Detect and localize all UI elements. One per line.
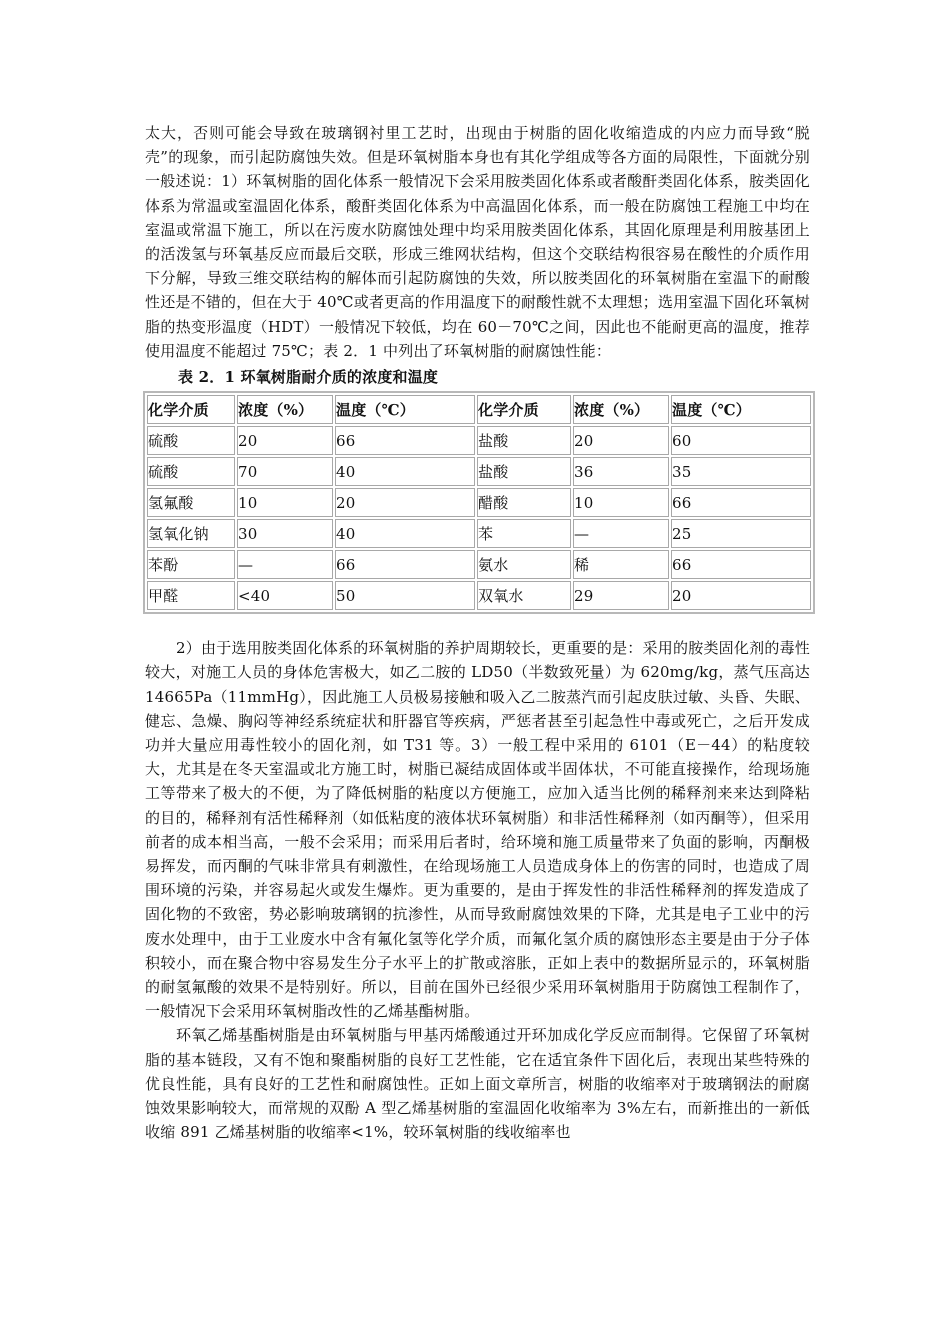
table-cell: 氨水 [477,550,571,579]
table-header-row [147,395,811,424]
table-row [147,426,811,455]
table-cell: 50 [335,581,475,610]
table-cell: 苯酚 [147,550,235,579]
table-row [147,519,811,548]
table-cell: 30 [237,519,333,548]
table-caption: 表 2．1 环氧树脂耐介质的浓度和温度 [178,368,439,387]
table-cell: 醋酸 [477,488,571,517]
table-cell: 10 [573,488,669,517]
table-cell: 29 [573,581,669,610]
table-row [147,457,811,486]
table-cell: 70 [237,457,333,486]
table-row [147,550,811,579]
table-cell: 35 [671,457,811,486]
table-cell: 10 [237,488,333,517]
table-row [147,581,811,610]
table-cell: 36 [573,457,669,486]
table-cell: 硫酸 [147,426,235,455]
table-cell: 66 [671,550,811,579]
header-cell: 化学介质 [477,395,571,424]
paragraph-3: 环氧乙烯基酯树脂是由环氧树脂与甲基丙烯酸通过开环加成化学反应而制得。它保留了环氧树脂的基本链段，又有不饱和聚酯树脂的良好工艺性能，它在适宜条件下固化后，表现出某些特殊的优良性能，具有良好的工艺性和耐腐蚀性。正如上面文章所言，树脂的收缩率对于玻璃钢法的耐腐蚀效果影响较大，而常规的双酚 A 型乙烯基树脂的室温固化收缩率为 3%左右，而新推出的一新低收缩 891 乙烯基树脂的收缩率<1%，较环氧树脂的线收缩率也 [145,1026,810,1142]
table-cell: 双氧水 [477,581,571,610]
table-cell: 66 [671,488,811,517]
header-cell: 温度（℃） [335,395,475,424]
header-cell: 化学介质 [147,395,235,424]
table-cell: 20 [335,488,475,517]
table-cell: <40 [237,581,333,610]
table-cell: 60 [671,426,811,455]
document-page [145,121,810,1145]
header-cell: 浓度（%） [573,395,669,424]
table-row [147,488,811,517]
resistance-table [143,391,815,614]
table-cell: 20 [237,426,333,455]
table-cell: 苯 [477,519,571,548]
table-cell: 25 [671,519,811,548]
table-cell: 盐酸 [477,457,571,486]
table-cell: 66 [335,550,475,579]
table-cell: 硫酸 [147,457,235,486]
table-cell: — [237,550,333,579]
table-cell: — [573,519,669,548]
table-cell: 66 [335,426,475,455]
table-cell: 20 [671,581,811,610]
paragraph-1: 太大，否则可能会导致在玻璃钢衬里工艺时，出现由于树脂的固化收缩造成的内应力而导致“脱壳”的现象，而引起防腐蚀失效。但是环氧树脂本身也有其化学组成等各方面的局限性，下面就分别一般述说：1）环氧树脂的固化体系一般情况下会采用胺类固化体系或者酸酐类固化体系，胺类固化体系为常温或室温固化体系，酸酐类固化体系为中高温固化体系，而一般在防腐蚀工程施工中均在室温或常温下施工，所以在污废水防腐蚀处理中均采用胺类固化体系，其固化原理是利用胺基团上的活泼氢与环氧基反应而最后交联，形成三维网状结构，但这个交联结构很容易在酸性的介质作用下分解，导致三维交联结构的解体而引起防腐蚀的失效，所以胺类固化的环氧树脂在室温下的耐酸性还是不错的，但在大于 40℃或者更高的作用温度下的耐酸性就不太理想；选用室温下固化环氧树脂的热变形温度（HDT）一般情况下较低，均在 60－70℃之间，因此也不能耐更高的温度，推荐使用温度不能超过 75℃；表 2．1 中列出了环氧树脂的耐腐蚀性能： [145,124,810,360]
paragraph-2: 2）由于选用胺类固化体系的环氧树脂的养护周期较长，更重要的是：采用的胺类固化剂的毒性较大，对施工人员的身体危害极大，如乙二胺的 LD50（半数致死量）为 620mg/kg，蒸气压高达 14665Pa（11mmHg），因此施工人员极易接触和吸入乙二胺蒸汽而引起皮肤过敏、头昏、失眠、健忘、急燥、胸闷等神经系统症状和肝器官等疾病，严惩者甚至引起急性中毒或死亡，之后开发成功并大量应用毒性较小的固化剂，如 T31 等。3）一般工程中采用的 6101（E－44）的粘度较大，尤其是在冬天室温或北方施工时，树脂已凝结成固体或半固体状，不可能直接操作，给现场施工等带来了极大的不便，为了降低树脂的粘度以方便施工，应加入适当比例的稀释剂来来达到降粘的目的，稀释剂有活性稀释剂（如低粘度的液体状环氧树脂）和非活性稀释剂（如丙酮等），但采用前者的成本相当高，一般不会采用；而采用后者时，给环境和施工质量带来了负面的影响，丙酮极易挥发，而丙酮的气味非常具有刺激性，在给现场施工人员造成身体上的伤害的同时，也造成了周围环境的污染，并容易起火或发生爆炸。更为重要的，是由于挥发性的非活性稀释剂的挥发造成了固化物的不致密，势必影响玻璃钢的抗渗性，从而导致耐腐蚀效果的下降，尤其是电子工业中的污废水处理中，由于工业废水中含有氟化氢等化学介质，而氟化氢介质的腐蚀形态主要是由于分子体积较小，而在聚合物中容易发生分子水平上的扩散或溶胀，正如上表中的数据所显示的，环氧树脂的耐氢氟酸的效果不是特别好。所以，目前在国外已经很少采用环氧树脂用于防腐蚀工程制作了，一般情况下会采用环氧树脂改性的乙烯基酯树脂。 [145,639,810,1021]
header-cell: 浓度（%） [237,395,333,424]
table-cell: 20 [573,426,669,455]
table-cell: 盐酸 [477,426,571,455]
table-cell: 氢氟酸 [147,488,235,517]
table-cell: 40 [335,457,475,486]
table-cell: 40 [335,519,475,548]
table-cell: 氢氧化钠 [147,519,235,548]
header-cell: 温度（℃） [671,395,811,424]
table-cell: 甲醛 [147,581,235,610]
table-cell: 稀 [573,550,669,579]
